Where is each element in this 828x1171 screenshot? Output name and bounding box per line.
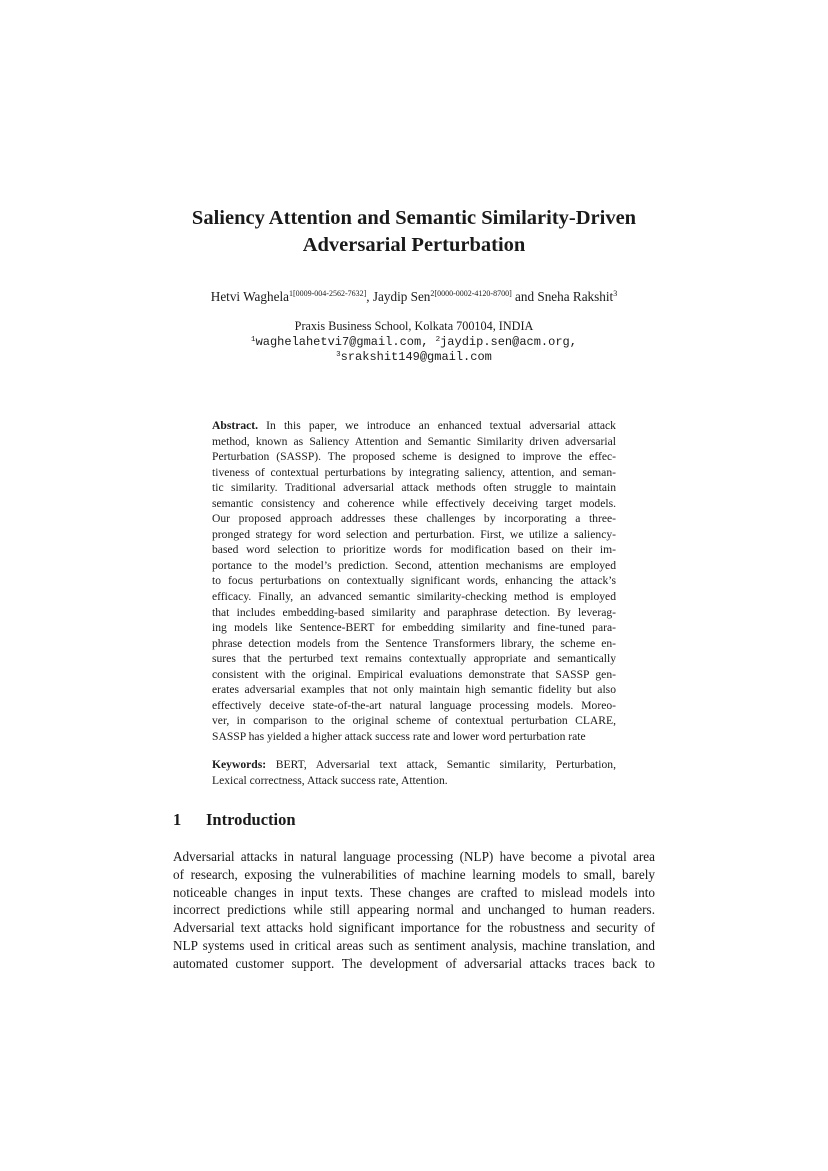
keywords-line: Lexical correctness, Attack success rate, Attention. <box>212 773 448 787</box>
keywords-line: Keywords: BERT, Adversarial text attack, Semantic similarity, Perturbation, <box>212 758 616 771</box>
body-line: Adversarial attacks in natural language processing (NLP) have become a pivotal area <box>173 849 655 864</box>
abstract-line: semantic consistency and coherence while effectively deceiving target models. <box>212 496 616 510</box>
abstract-line: tic similarity. Traditional adversarial attack methods often struggle to maintain <box>212 481 616 495</box>
section-heading <box>173 810 296 830</box>
abstract-line: portance to the model’s prediction. Second, attention mechanisms are employed <box>212 558 616 572</box>
body-line: automated customer support. The development of adversarial attacks traces back to <box>173 955 655 971</box>
institution: Praxis Business School, Kolkata 700104, INDIA <box>294 319 534 333</box>
abstract-line: to focus perturbations on contextually significant words, enhancing the attack’s <box>212 574 616 588</box>
email-link[interactable]: srakshit149@gmail.com <box>340 350 492 364</box>
abstract-line: Perturbation (SASSP). The proposed scheme is designed to improve the effec- <box>212 450 616 464</box>
body-line: noticeable changes in input texts. These changes are crafted to mislead models into <box>173 884 655 900</box>
author-name: Jaydip Sen <box>372 289 431 304</box>
abstract-line: ing models like Sentence-BERT for embedding similarity and fine-tuned para- <box>212 621 616 635</box>
author-name: Sneha Rakshit <box>537 289 614 304</box>
body-line: Adversarial text attacks hold significant importance for the robustness and security of <box>173 920 655 936</box>
paper-title <box>130 205 698 259</box>
email-line <box>140 335 688 351</box>
email-line <box>140 350 688 366</box>
abstract-line: erates adversarial examples that not only maintain high semantic fidelity but also <box>212 683 616 697</box>
author-list <box>100 288 728 306</box>
email-link[interactable]: jaydip.sen@acm.org, <box>440 334 577 349</box>
abstract-line: SASSP has yielded a higher attack success rate and lower word perturbation rate <box>212 729 586 743</box>
email-marker: 3 <box>336 351 341 359</box>
author-separator: , <box>366 289 373 304</box>
title-line-1: Saliency Attention and Semantic Similarity-Driven <box>191 207 637 229</box>
section-title: Introduction <box>206 810 296 829</box>
author-orcid: 3 <box>613 289 618 298</box>
section-number: 1 <box>173 810 182 829</box>
abstract-line: Our proposed approach addresses these challenges by incorporating a three- <box>212 512 616 526</box>
abstract <box>212 418 616 744</box>
abstract-line: efficacy. Finally, an advanced semantic similarity-checking method is employed <box>212 590 616 604</box>
title-line-2: Adversarial Perturbation <box>302 234 526 256</box>
email-marker: 1 <box>251 335 256 344</box>
abstract-line: pronged strategy for word selection and perturbation. First, we utilize a saliency- <box>212 527 616 541</box>
abstract-label: Abstract. <box>212 419 259 432</box>
abstract-line: method, known as Saliency Attention and Semantic Similarity driven adversarial <box>212 434 616 448</box>
abstract-line: Abstract. In this paper, we introduce an enhanced textual adversarial attack <box>212 419 616 432</box>
keywords <box>212 757 616 788</box>
abstract-line: based word selection to prioritize words for modification based on their im- <box>212 543 616 557</box>
abstract-line: consistent with the original. Empirical evaluations demonstrate that SASSP gen- <box>212 667 616 681</box>
email-link[interactable]: waghelahetvi7@gmail.com, <box>255 334 429 349</box>
author-orcid: 1[0009-004-2562-7632] <box>288 289 367 298</box>
author-name: Hetvi Waghela <box>210 289 289 304</box>
abstract-line: effectively deceive state-of-the-art natural language processing models. Moreo- <box>212 698 616 712</box>
introduction-paragraph <box>173 848 655 973</box>
abstract-line: phrase detection models from the Sentence Transformers library, the scheme en- <box>212 636 616 650</box>
abstract-line: ver, in comparison to the original scheme of contextual perturbation CLARE, <box>212 714 616 728</box>
abstract-line: sures that the perturbed text remains contextually appropriate and semantically <box>212 652 616 666</box>
email-marker: 2 <box>435 335 441 344</box>
body-line: of research, exposing the vulnerabilities of machine learning models to small, barely <box>173 866 655 882</box>
author-orcid: 2[0000-0002-4120-8700] <box>430 289 512 298</box>
abstract-line: tiveness of contextual perturbations by integrating saliency, attention, and seman- <box>212 465 616 479</box>
body-line: incorrect predictions while still appearing normal and unchanged to human readers. <box>173 902 655 918</box>
body-line: NLP systems used in critical areas such as sentiment analysis, machine translation, and <box>173 937 655 953</box>
keywords-label: Keywords: <box>212 758 267 771</box>
author-separator: and <box>511 289 538 304</box>
abstract-line: that includes embedding-based similarity and paraphrase detection. By leverag- <box>212 605 616 619</box>
affiliation-block <box>140 319 688 366</box>
